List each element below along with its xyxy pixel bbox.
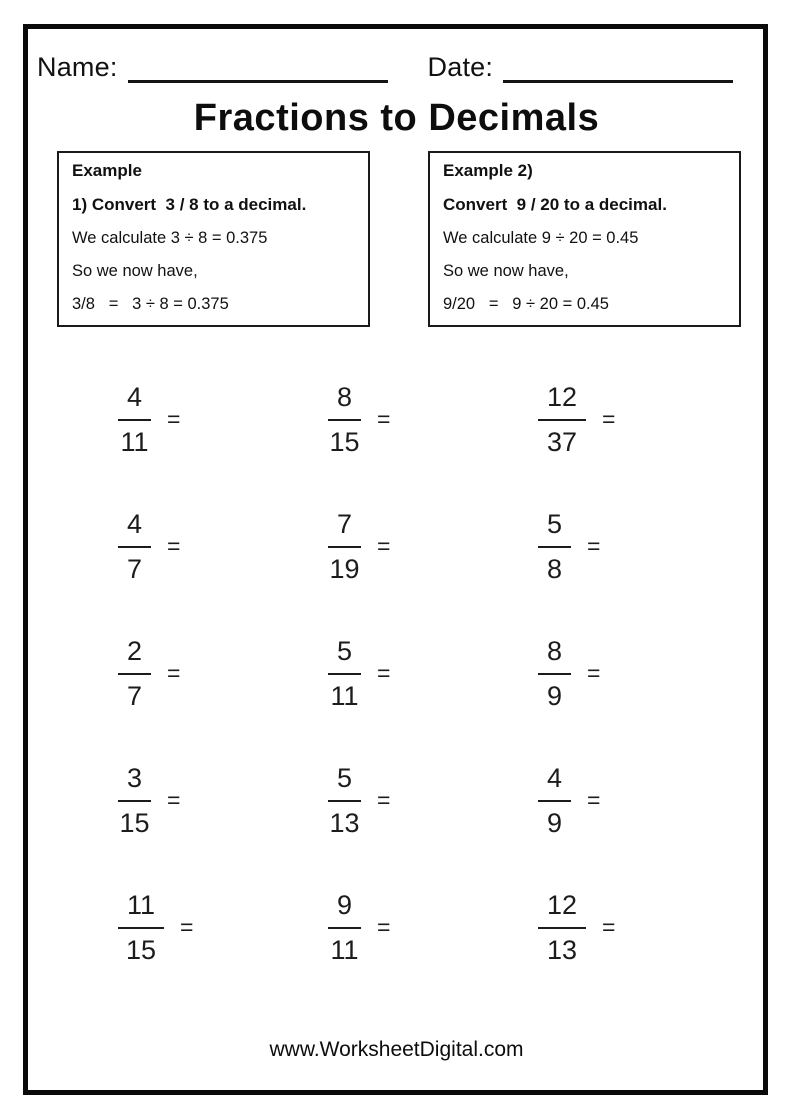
fraction-numerator: 4 [118,509,151,548]
fraction [328,636,361,712]
fraction-numerator: 12 [538,382,586,421]
fraction [118,509,151,585]
fraction-denominator: 8 [547,553,563,584]
fraction [538,382,586,458]
example-1-problem-line: 1) Convert 3 / 8 to a decimal. [72,195,307,214]
fraction-numerator: 4 [538,763,571,802]
fraction-problem-14 [308,864,518,991]
fraction-denominator: 15 [329,426,360,457]
fraction-denominator: 13 [547,934,578,965]
example-1-calculation-line: We calculate 3 ÷ 8 = 0.375 [72,229,268,247]
fraction-problem-7 [98,610,308,737]
fraction-denominator: 7 [127,553,143,584]
fraction-numerator: 7 [328,509,361,548]
fraction-denominator: 11 [330,934,359,965]
equals-sign: = [587,660,601,686]
fraction-problem-11 [308,737,518,864]
fraction-denominator: 15 [125,934,157,965]
fraction-denominator: 19 [329,553,360,584]
example-box-1 [57,151,370,327]
example-2-problem-line: Convert 9 / 20 to a decimal. [443,195,667,214]
fraction [328,763,361,839]
date-label: Date: [427,52,494,82]
example-1-heading: Example [72,161,142,180]
fraction [328,509,361,585]
equals-sign: = [602,914,616,940]
header-row [37,50,733,83]
fraction-denominator: 11 [120,426,149,457]
example-2-result-line: 9/20 = 9 ÷ 20 = 0.45 [443,295,609,313]
equals-sign: = [602,406,616,432]
fraction [118,636,151,712]
fraction-numerator: 9 [328,890,361,929]
page-title: Fractions to Decimals [193,97,600,139]
example-box-2 [428,151,741,327]
fraction [538,763,571,839]
date-blank-line [503,50,733,83]
fraction-problem-9 [518,610,728,737]
problems-grid [98,356,728,991]
fraction [118,890,164,966]
fraction [328,382,361,458]
example-1-result-line: 3/8 = 3 ÷ 8 = 0.375 [72,295,229,313]
equals-sign: = [167,533,181,559]
fraction-problem-15 [518,864,728,991]
fraction [538,636,571,712]
fraction-numerator: 8 [328,382,361,421]
fraction-problem-10 [98,737,308,864]
fraction-numerator: 4 [118,382,151,421]
equals-sign: = [377,660,391,686]
fraction-problem-5 [308,483,518,610]
fraction-problem-4 [98,483,308,610]
fraction-problem-8 [308,610,518,737]
fraction-problem-1 [98,356,308,483]
fraction [538,890,586,966]
equals-sign: = [377,533,391,559]
name-label: Name: [37,52,118,82]
fraction-denominator: 9 [547,680,563,711]
fraction-numerator: 2 [118,636,151,675]
equals-sign: = [167,406,181,432]
fraction-numerator: 11 [118,890,164,929]
fraction-denominator: 11 [330,680,359,711]
fraction-denominator: 37 [547,426,578,457]
fraction [118,382,151,458]
website-url: www.WorksheetDigital.com [269,1038,524,1061]
equals-sign: = [377,787,391,813]
fraction [328,890,361,966]
example-2-heading: Example 2) [443,161,533,180]
fraction [118,763,151,839]
fraction-problem-2 [308,356,518,483]
example-2-transition-line: So we now have, [443,262,569,280]
equals-sign: = [377,914,391,940]
fraction-numerator: 5 [328,763,361,802]
equals-sign: = [587,533,601,559]
equals-sign: = [587,787,601,813]
fraction-denominator: 7 [127,680,143,711]
equals-sign: = [167,660,181,686]
fraction-numerator: 5 [328,636,361,675]
fraction-numerator: 5 [538,509,571,548]
fraction-problem-6 [518,483,728,610]
fraction-denominator: 13 [329,807,360,838]
fraction-problem-3 [518,356,728,483]
fraction-denominator: 9 [547,807,563,838]
example-2-calculation-line: We calculate 9 ÷ 20 = 0.45 [443,229,639,247]
fraction-numerator: 3 [118,763,151,802]
name-blank-line [128,50,388,83]
fraction-problem-12 [518,737,728,864]
fraction-denominator: 15 [119,807,150,838]
fraction-problem-13 [98,864,308,991]
equals-sign: = [180,914,194,940]
fraction-numerator: 8 [538,636,571,675]
equals-sign: = [377,406,391,432]
equals-sign: = [167,787,181,813]
example-1-transition-line: So we now have, [72,262,198,280]
fraction-numerator: 12 [538,890,586,929]
fraction [538,509,571,585]
